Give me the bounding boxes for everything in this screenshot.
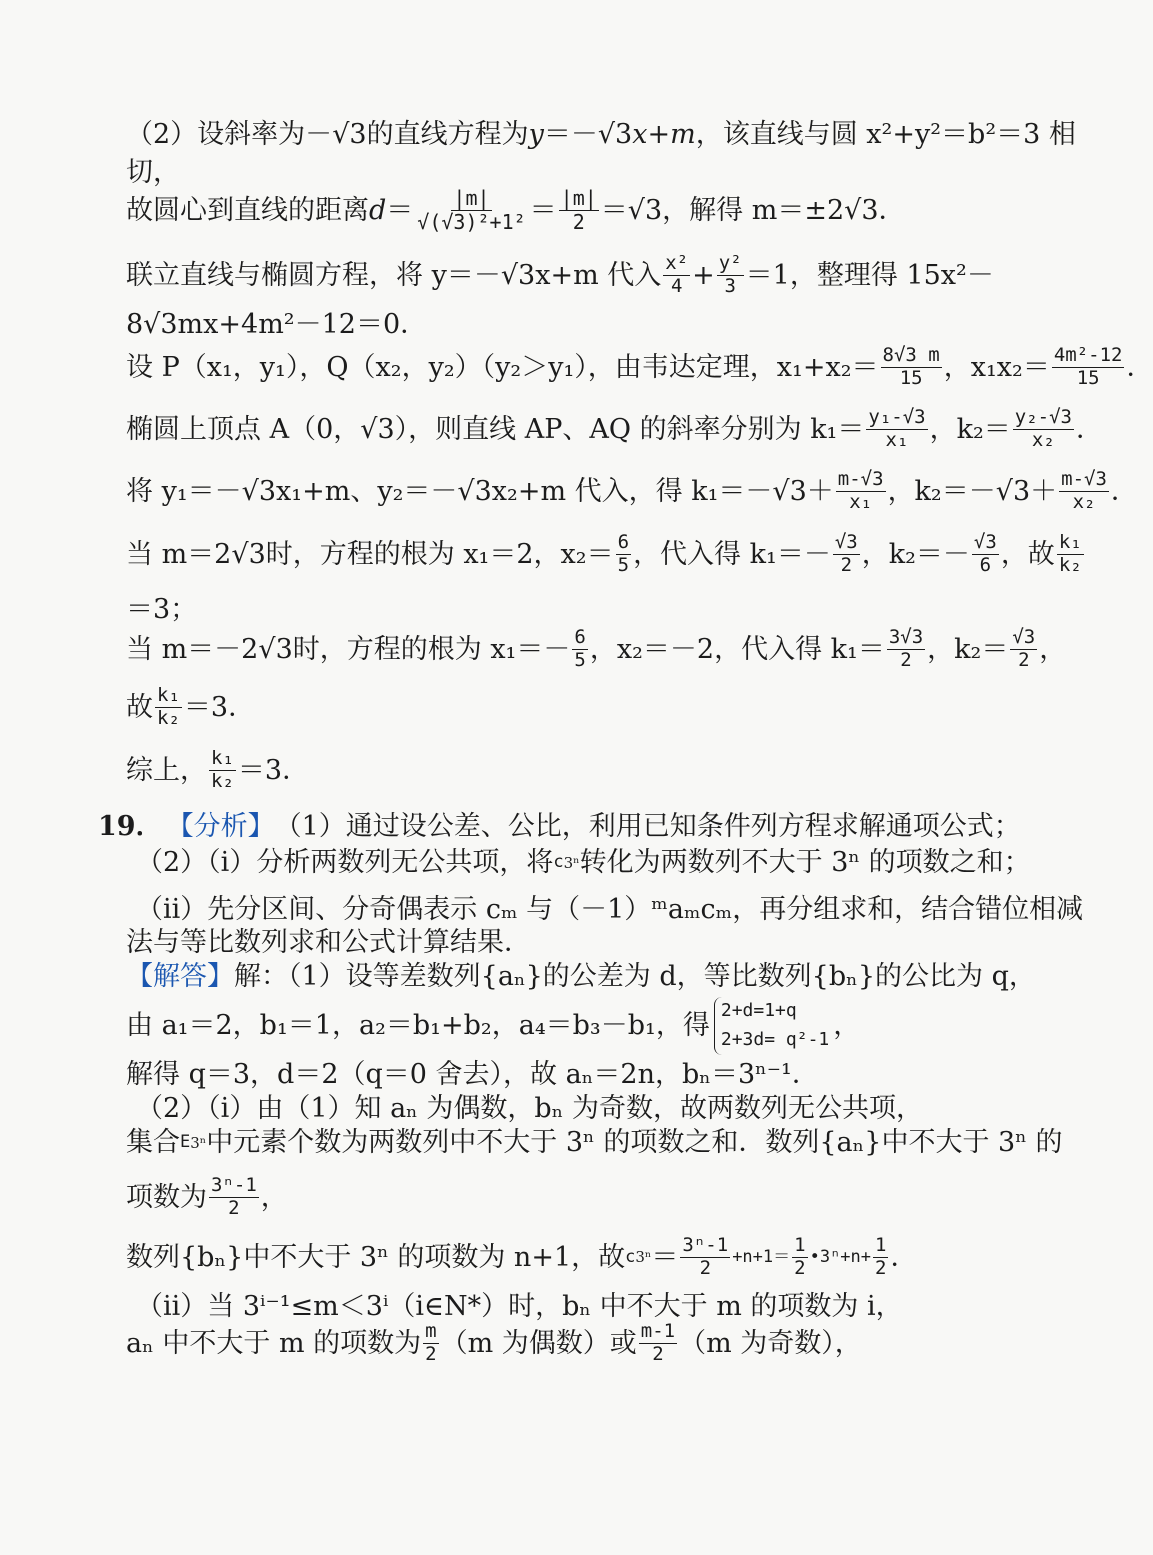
math-var: d bbox=[369, 194, 387, 226]
line-16 bbox=[136, 893, 1083, 927]
numerator: k₁ bbox=[157, 684, 180, 706]
text: 联立直线与椭圆方程，将 y＝－√3x+m 代入 bbox=[126, 259, 662, 291]
line-6 bbox=[126, 346, 1153, 389]
denominator: 2 bbox=[1018, 648, 1030, 671]
text: + bbox=[692, 259, 715, 291]
math-var: y bbox=[528, 119, 544, 150]
text: ，x₂＝－2，代入得 k₁＝ bbox=[589, 633, 885, 665]
math-symbol: c bbox=[553, 852, 564, 873]
text: ＝－√3 bbox=[543, 119, 633, 150]
fraction bbox=[1013, 408, 1074, 451]
fraction bbox=[873, 1236, 888, 1279]
text: 8√3mx+4m²－12＝0． bbox=[126, 309, 428, 340]
equation-system bbox=[714, 997, 829, 1055]
text: 项数为 bbox=[126, 1181, 207, 1213]
math-var: x bbox=[632, 119, 648, 150]
denominator: 2 bbox=[794, 1256, 806, 1279]
numerator: |m| bbox=[560, 186, 597, 210]
numerator: √3 bbox=[1012, 626, 1036, 648]
numerator: k₁ bbox=[211, 747, 234, 769]
text: 转化为两数列不大于 3ⁿ 的项数之和； bbox=[579, 847, 1031, 878]
line-23 bbox=[126, 1176, 288, 1219]
text: √3 bbox=[332, 119, 367, 150]
fraction bbox=[972, 533, 999, 576]
numerator: y₂-√3 bbox=[1014, 406, 1072, 428]
denominator: 6 bbox=[979, 553, 992, 576]
line-14 bbox=[98, 810, 1021, 844]
text: 当 m＝－2√3时，方程的根为 x₁＝－ bbox=[126, 633, 571, 665]
denominator: 2 bbox=[652, 1342, 664, 1365]
fraction bbox=[209, 1176, 259, 1219]
numerator: 1 bbox=[794, 1234, 806, 1256]
line-13 bbox=[126, 749, 309, 792]
text: （2）（i）分析两数列无公共项，将 bbox=[136, 847, 554, 878]
text: 数列{bₙ}中不大于 3ⁿ 的项数为 n+1，故 bbox=[126, 1241, 626, 1273]
text: （2）（i）由（1）知 aₙ 为偶数，bₙ 为奇数，故两数列无公共项， bbox=[136, 1093, 923, 1124]
section-tag: 【分析】 bbox=[166, 811, 275, 842]
denominator: x₁ bbox=[885, 428, 909, 451]
text: aₙ 中不大于 m 的项数为 bbox=[126, 1327, 422, 1359]
numerator: y² bbox=[718, 252, 742, 274]
line-2 bbox=[126, 156, 180, 190]
line-7 bbox=[126, 408, 1103, 451]
line-11 bbox=[126, 628, 1066, 671]
text: 中元素个数为两数列中不大于 3ⁿ 的项数之和．数列{aₙ}中不大于 3ⁿ 的 bbox=[206, 1127, 1063, 1158]
numerator: m-√3 bbox=[1061, 468, 1107, 490]
denominator: k₂ bbox=[157, 706, 180, 729]
fraction bbox=[572, 628, 587, 671]
text: 当 m＝2√3时，方程的根为 x₁＝2，x₂＝ bbox=[126, 538, 614, 570]
line-3 bbox=[126, 188, 906, 233]
denominator: 3 bbox=[724, 274, 736, 297]
line-8 bbox=[126, 470, 1138, 513]
numerator: √3 bbox=[973, 531, 997, 553]
text: ＝ bbox=[651, 1241, 679, 1273]
text: 集合 bbox=[126, 1127, 180, 1158]
text: ＝ bbox=[529, 194, 557, 226]
text: ，该直线与圆 x²+y²＝b²＝3 相 bbox=[695, 119, 1076, 150]
line-12 bbox=[126, 686, 255, 729]
line-5 bbox=[126, 308, 427, 342]
fraction bbox=[887, 628, 925, 671]
fraction bbox=[866, 408, 927, 451]
line-26 bbox=[126, 1322, 862, 1365]
math-symbol: E bbox=[180, 1132, 191, 1153]
text: （1）通过设公差、公比，利用已知条件列方程求解通项公式； bbox=[274, 811, 1021, 842]
numerator: 8√3 m bbox=[882, 344, 940, 366]
text: 故 bbox=[126, 691, 153, 723]
text: 综上， bbox=[126, 754, 207, 786]
numerator: y₁-√3 bbox=[868, 406, 926, 428]
numerator: |m| bbox=[453, 186, 490, 210]
text: ＝√3，解得 m＝±2√3． bbox=[600, 194, 906, 226]
denominator: 5 bbox=[574, 648, 586, 671]
fraction bbox=[415, 188, 527, 233]
text: 解得 q＝3，d＝2（q＝0 舍去），故 aₙ＝2n，bₙ＝3ⁿ⁻¹． bbox=[126, 1059, 819, 1090]
equation: 2+3d= q²-1 bbox=[720, 1028, 830, 1050]
numerator: k₁ bbox=[1058, 531, 1082, 553]
text: ， bbox=[260, 1181, 288, 1213]
text: ，x₁x₂＝ bbox=[943, 351, 1050, 383]
denominator: 5 bbox=[617, 553, 630, 576]
numerator: 3√3 bbox=[888, 626, 924, 648]
numerator: 3ⁿ-1 bbox=[211, 1174, 257, 1196]
fraction bbox=[792, 1236, 807, 1279]
text: ，故 bbox=[1000, 538, 1055, 570]
line-22: 集合 E 3ⁿ 中元素个数为两数列中不大于 3ⁿ 的项数之和．数列{aₙ}中不大于 3ⁿ 的 bbox=[126, 1127, 1063, 1158]
fraction bbox=[639, 1322, 677, 1365]
text: ＝ bbox=[386, 194, 414, 226]
question-number: 19． bbox=[98, 811, 163, 842]
text: 设 P（x₁，y₁），Q（x₂，y₂）（y₂＞y₁），由韦达定理，x₁+x₂＝ bbox=[126, 351, 879, 383]
text: ，k₂＝－√3＋ bbox=[887, 475, 1058, 507]
numerator: m bbox=[425, 1320, 437, 1342]
text: ． bbox=[1075, 413, 1103, 445]
denominator: 2 bbox=[572, 210, 585, 234]
text: ． bbox=[1110, 475, 1138, 507]
text: ＝3． bbox=[237, 754, 310, 786]
numerator: 6 bbox=[617, 531, 630, 553]
denominator: x₂ bbox=[1072, 490, 1096, 513]
text: ，k₂＝ bbox=[929, 413, 1011, 445]
line-15: （2）（i）分析两数列无公共项，将 c 3ⁿ 转化为两数列不大于 3ⁿ 的项数之和； bbox=[136, 847, 1031, 878]
fraction bbox=[1010, 628, 1037, 671]
denominator: 15 bbox=[1076, 366, 1100, 389]
denominator: 2 bbox=[875, 1256, 887, 1279]
denominator: 15 bbox=[899, 366, 923, 389]
line-17 bbox=[126, 926, 531, 960]
numerator: 4m²-12 bbox=[1053, 344, 1123, 366]
denominator: 4 bbox=[670, 274, 683, 297]
fraction bbox=[1052, 346, 1125, 389]
fraction bbox=[559, 188, 599, 233]
denominator: 2 bbox=[425, 1342, 437, 1365]
line-4 bbox=[126, 254, 994, 297]
denominator: 2 bbox=[228, 1196, 240, 1219]
line-9 bbox=[126, 533, 1086, 576]
text: 法与等比数列求和公式计算结果． bbox=[126, 927, 531, 958]
fraction bbox=[717, 254, 744, 297]
fraction bbox=[833, 533, 860, 576]
section-tag: 【解答】 bbox=[126, 961, 234, 992]
fraction bbox=[423, 1322, 438, 1365]
denominator: 2 bbox=[699, 1256, 712, 1279]
text: +n+1＝ bbox=[732, 1246, 791, 1267]
fraction bbox=[616, 533, 631, 576]
text: ，k₂＝ bbox=[927, 633, 1009, 665]
text: ， bbox=[1039, 633, 1067, 665]
denominator: x₂ bbox=[1031, 428, 1055, 451]
text: 椭圆上顶点 A（0，√3），则直线 AP、AQ 的斜率分别为 k₁＝ bbox=[126, 413, 865, 445]
fraction bbox=[1059, 470, 1109, 513]
text: +m bbox=[647, 119, 696, 150]
fraction bbox=[663, 254, 690, 297]
text: （ii）当 3ⁱ⁻¹≤m＜3ⁱ（i∈N*）时，bₙ 中不大于 m 的项数为 i， bbox=[136, 1291, 903, 1322]
text: ＝3； bbox=[126, 594, 198, 625]
fraction bbox=[1057, 533, 1084, 576]
text: （2）设斜率为－ bbox=[126, 119, 333, 150]
fraction bbox=[155, 686, 182, 729]
line-25 bbox=[136, 1290, 903, 1324]
math-symbol: c bbox=[625, 1246, 636, 1267]
text: （ii）先分区间、分奇偶表示 cₘ 与（－1）ᵐaₘcₘ，再分组求和，结合错位相减 bbox=[136, 894, 1084, 925]
text: ＝3． bbox=[183, 691, 256, 723]
text: 的直线方程为 bbox=[366, 119, 529, 150]
text: 切， bbox=[126, 157, 180, 188]
numerator: m-1 bbox=[640, 1320, 676, 1342]
numerator: 1 bbox=[875, 1234, 887, 1256]
denominator: k₂ bbox=[1058, 553, 1082, 576]
line-1 bbox=[126, 118, 1076, 152]
line-18 bbox=[126, 960, 1036, 994]
text: •3ⁿ+n+ bbox=[809, 1246, 872, 1267]
text: ． bbox=[1126, 351, 1153, 383]
text: 将 y₁＝－√3x₁+m、y₂＝－√3x₂+m 代入，得 k₁＝－√3＋ bbox=[126, 475, 834, 507]
text: （m 为奇数）， bbox=[679, 1327, 862, 1359]
numerator: √3 bbox=[834, 531, 858, 553]
text: 故圆心到直线的距离 bbox=[126, 194, 369, 226]
numerator: 3ⁿ-1 bbox=[682, 1234, 729, 1256]
fraction bbox=[836, 470, 886, 513]
text: ， bbox=[833, 1009, 861, 1041]
denominator: k₂ bbox=[211, 769, 234, 792]
line-24: 数列{bₙ}中不大于 3ⁿ 的项数为 n+1，故 c 3ⁿ ＝ $\frac{\text{3ⁿ-1}}{2}$ +n+1＝ $\frac{1}{2}$ •3ⁿ+n+ $\frac{1}{2}$ ． bbox=[126, 1234, 918, 1279]
text: ，k₂＝－ bbox=[861, 538, 970, 570]
text: 解：（1）设等差数列{aₙ}的公差为 d，等比数列{bₙ}的公比为 q， bbox=[234, 961, 1036, 992]
equation: 2+d=1+q bbox=[720, 1000, 797, 1021]
denominator: 2 bbox=[840, 553, 853, 576]
text: ． bbox=[890, 1241, 918, 1273]
denominator: x₁ bbox=[849, 490, 873, 513]
line-20 bbox=[126, 1058, 819, 1092]
line-10 bbox=[126, 593, 197, 627]
line-21 bbox=[136, 1092, 923, 1126]
numerator: m-√3 bbox=[837, 468, 884, 490]
text: ，代入得 k₁＝－ bbox=[633, 538, 831, 570]
numerator: x² bbox=[665, 252, 689, 274]
line-19 bbox=[126, 997, 860, 1055]
text: 由 a₁＝2，b₁＝1，a₂＝b₁+b₂，a₄＝b₃－b₁，得 bbox=[126, 1009, 710, 1041]
numerator: 6 bbox=[574, 626, 586, 648]
fraction bbox=[881, 346, 942, 389]
text: ＝1，整理得 15x²－ bbox=[745, 259, 994, 291]
denominator: √(√3)²+1² bbox=[417, 210, 526, 234]
text: （m 为偶数）或 bbox=[440, 1327, 637, 1359]
fraction bbox=[209, 749, 236, 792]
denominator: 2 bbox=[900, 648, 912, 671]
fraction bbox=[680, 1236, 730, 1279]
